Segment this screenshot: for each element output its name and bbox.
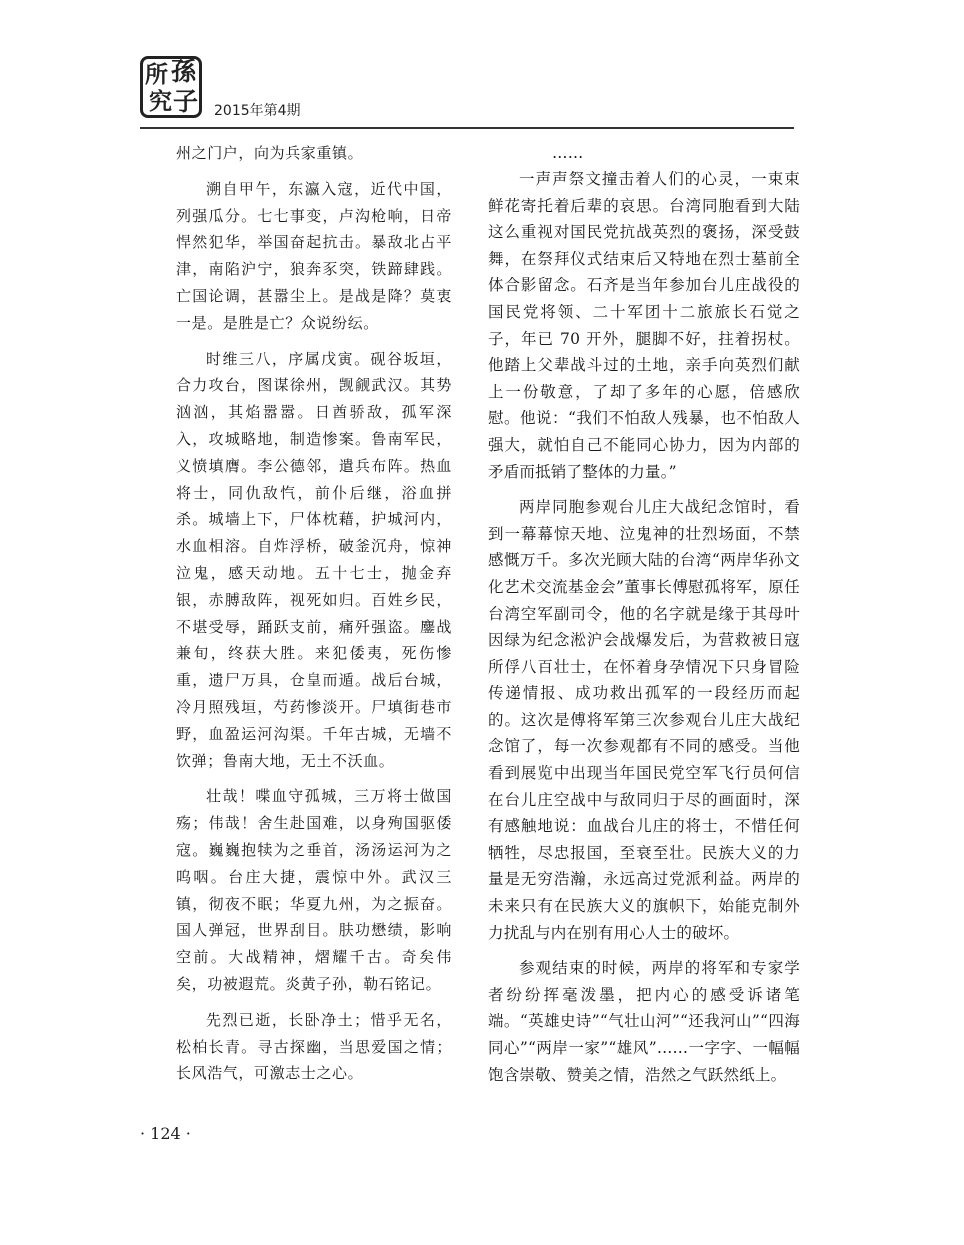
page-number: · 124 · xyxy=(140,1124,191,1143)
right-paragraph-1: 一声声祭文撞击着人们的心灵，一束束鲜花寄托着后辈的哀思。台湾同胞看到大陆这么重视对国民党抗战英烈的褒扬，深受鼓舞，在祭拜仪式结束后又特地在烈士墓前全体合影留念。石齐是当年参加台儿庄战役的国民党将领、二十军团十二旅旅长石觉之子，年已 70 开外，腿脚不好，拄着拐杖。他踏上父辈战斗过的土地，亲手向英烈们献上一份敬意，了却了多年的心愿，倍感欣慰。他说：“我们不怕敌人残暴，也不怕敌人强大，就怕自己不能同心协力，因为内部的矛盾而抵销了整体的力量。” xyxy=(488,170,800,481)
left-paragraph-2: 溯自甲午，东瀛入寇，近代中国，列强瓜分。七七事变，卢沟枪响，日帝悍然犯华，举国奋起抗击。暴敌北占平津，南陷沪宁，狼奔豕突，铁蹄肆践。亡国论调，甚嚣尘上。是战是降？莫衷一是。是胜是亡？众说纷纭。 xyxy=(176,179,452,332)
logo-char-3: 究 xyxy=(149,88,172,115)
journal-logo xyxy=(140,56,202,118)
logo-char-1: 所 xyxy=(145,61,168,88)
left-paragraph-1: 州之门户，向为兵家重镇。 xyxy=(176,144,364,162)
right-paragraph-2: 两岸同胞参观台儿庄大战纪念馆时，看到一幕幕惊天地、泣鬼神的壮烈场面，不禁感慨万千。多次光顾大陆的台湾“两岸华孙文化艺术交流基金会”董事长傅慰孤将军，原任台湾空军副司令，他的名字就是缘于其母叶因绿为纪念淞沪会战爆发后，为营救被日寇所俘八百壮士，在怀着身孕情况下只身冒险传递情报、成功救出孤军的一段经历而起的。这次是傅将军第三次参观台儿庄大战纪念馆了，每一次参观都有不同的感受。当他看到展览中出现当年国民党空军飞行员何信在台儿庄空战中与敌同归于尽的画面时，深有感触地说：血战台儿庄的将士，不惜任何牺牲，尽忠报国，至衰至壮。民族大义的力量是无穷浩瀚，永远高过党派利益。两岸的未来只有在民族大义的旗帜下，始能克制外力扰乱与内在别有用心人士的破坏。 xyxy=(488,498,800,942)
logo-char-2: 孫 xyxy=(171,57,197,86)
ellipsis-marker: …… xyxy=(552,144,584,162)
logo-char-4: 子 xyxy=(173,87,199,116)
header-divider xyxy=(140,127,794,129)
left-paragraph-5: 先烈已逝，长卧净土；惜乎无名，松柏长青。寻古探幽，当思爱国之情；长风浩气，可激志士之心。 xyxy=(176,1010,452,1083)
left-paragraph-4: 壮哉！喋血守孤城，三万将士做国殇；伟哉！舍生赴国难，以身殉国驱倭寇。巍巍抱犊为之垂首，汤汤运河为之呜咽。台庄大捷，震惊中外。武汉三镇，彻夜不眠；华夏九州，为之振奋。国人弹冠，世界刮目。肤功懋绩，影响空前。大战精神，熠耀千古。奇矣伟矣，功被遐荒。炎黄子孙，勒石铭记。 xyxy=(176,787,452,993)
right-column xyxy=(488,146,800,1097)
issue-label: 2015年第4期 xyxy=(214,103,301,119)
right-paragraph-3: 参观结束的时候，两岸的将军和专家学者纷纷挥毫泼墨，把内心的感受诉诸笔端。“英雄史诗”“气壮山河”“还我河山”“四海同心”“两岸一家”“雄风”……一字字、一幅幅饱含崇敬、赞美之情，浩然之气跃然纸上。 xyxy=(488,959,800,1084)
left-column xyxy=(176,140,452,1096)
left-paragraph-3: 时维三八，序属戊寅。砚谷坂垣，合力攻台，图谋徐州，觊觎武汉。其势汹汹，其焰嚣嚣。日酋骄敌，孤军深入，攻城略地，制造惨案。鲁南军民，义愤填膺。李公德邻，遣兵布阵。热血将士，同仇敌忾，前仆后继，浴血拼杀。城墙上下，尸体枕藉，护城河内，水血相溶。自炸浮桥，破釜沉舟，惊神泣鬼，感天动地。五十七士，抛金弃银，赤膊敌阵，视死如归。百姓乡民，不堪受辱，踊跃支前，痛歼强盗。鏖战兼旬，终获大胜。来犯倭夷，死伤惨重，遗尸万具，仓皇而遁。战后台城，冷月照残垣，芍药惨淡开。尸填街巷市野，血盈运河沟渠。千年古城，无墙不饮弹；鲁南大地，无土不沃血。 xyxy=(176,349,452,770)
